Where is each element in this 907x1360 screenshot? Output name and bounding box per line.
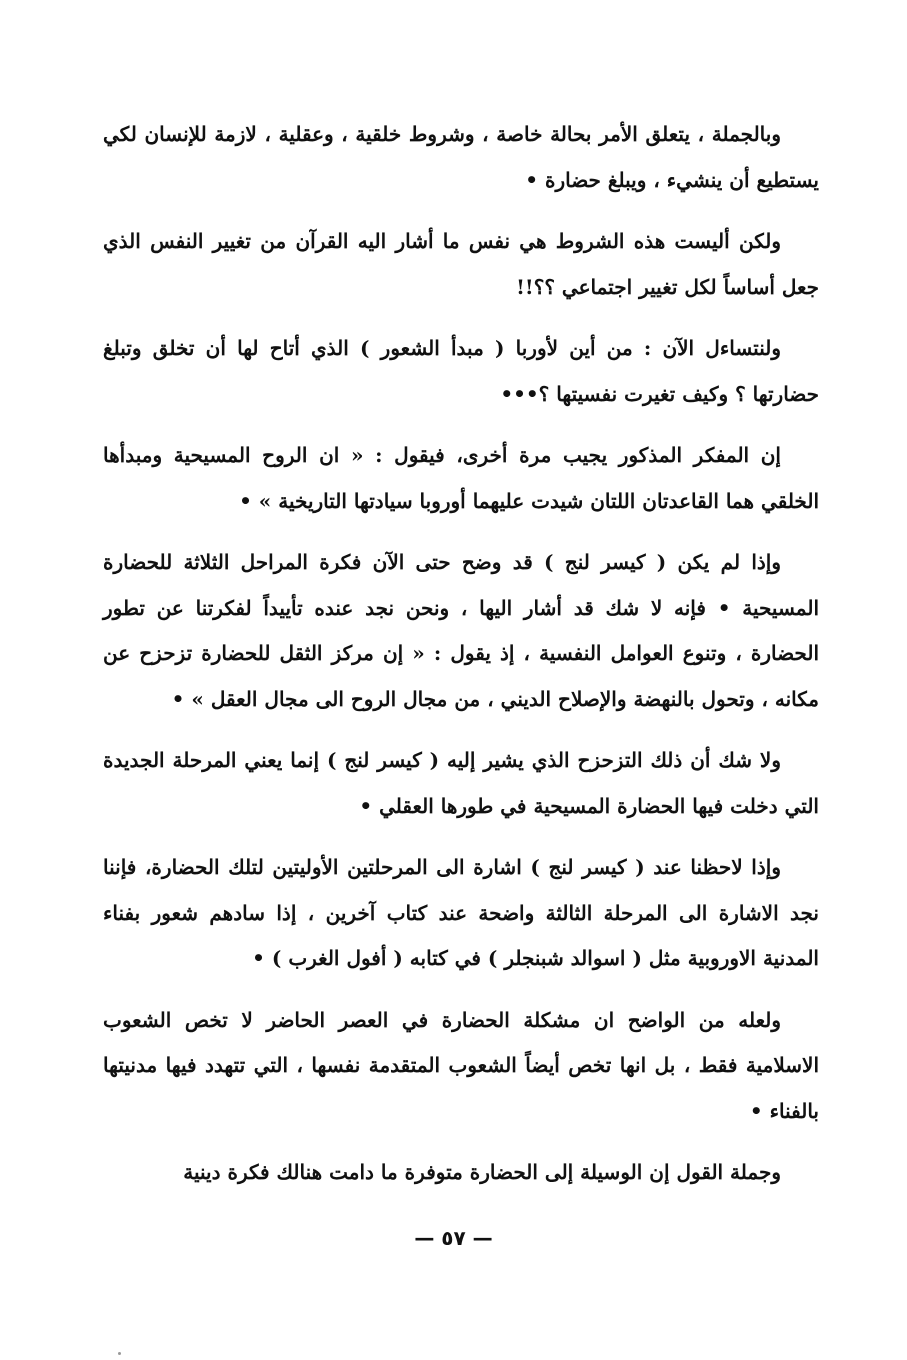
paragraph: وبالجملة ، يتعلق الأمر بحالة خاصة ، وشروط خلقية ، وعقلية ، لازمة للإنسان لكي يستطيع أن ينشيء ، ويبلغ حضارة • — [103, 122, 819, 192]
paragraph: إن المفكر المذكور يجيب مرة أخرى، فيقول : « ان الروح المسيحية ومبدأها الخلقي هما القاعدتان اللتان شيدت عليهما أوروبا سيادتها التاريخية » • — [103, 443, 819, 513]
paragraph: وإذا لم يكن ( كيسر لنج ) قد وضح حتى الآن فكرة المراحل الثلاثة للحضارة المسيحية • فإنه لا شك قد أشار اليها ، ونحن نجد عنده تأييداً لفكرتنا عن تطور الحضارة ، وتنوع العوامل النفسية ، إذ يقول : « إن مركز الثقل للحضارة تزحزح عن مكانه ، وتحول بالنهضة والإصلاح الديني ، من مجال الروح الى مجال العقل » • — [103, 550, 819, 711]
paragraph: وإذا لاحظنا عند ( كيسر لنج ) اشارة الى المرحلتين الأوليتين لتلك الحضارة، فإننا نجد الاشارة الى المرحلة الثالثة واضحة عند كتاب آخرين ، إذا سادهم شعور بفناء المدنية الاوروبية مثل ( اسوالد شبنجلر ) في كتابه ( أفول الغرب ) • — [103, 855, 819, 970]
page-number: — ٥٧ — — [414, 1226, 493, 1250]
paragraph: ولا شك أن ذلك التزحزح الذي يشير إليه ( كيسر لنج ) إنما يعني المرحلة الجديدة التي دخلت فيها الحضارة المسيحية في طورها العقلي • — [103, 748, 819, 818]
paragraph: وجملة القول إن الوسيلة إلى الحضارة متوفرة ما دامت هنالك فكرة دينية — [183, 1160, 781, 1184]
paragraph: ولكن أليست هذه الشروط هي نفس ما أشار اليه القرآن من تغيير النفس الذي جعل أساساً لكل تغيير اجتماعي ؟؟!! — [103, 229, 819, 299]
paragraph: ولعله من الواضح ان مشكلة الحضارة في العصر الحاضر لا تخص الشعوب الاسلامية فقط ، بل انها تخص أيضاً الشعوب المتقدمة نفسها ، التي تتهدد فيها مدنيتها بالفناء • — [103, 1007, 819, 1123]
scan-speck — [118, 1352, 121, 1355]
body-text — [103, 112, 819, 1196]
paragraph: ولنتساءل الآن : من أين لأوربا ( مبدأ الشعور ) الذي أتاح لها أن تخلق وتبلغ حضارتها ؟ وكيف تغيرت نفسيتها ؟••• — [103, 336, 819, 406]
